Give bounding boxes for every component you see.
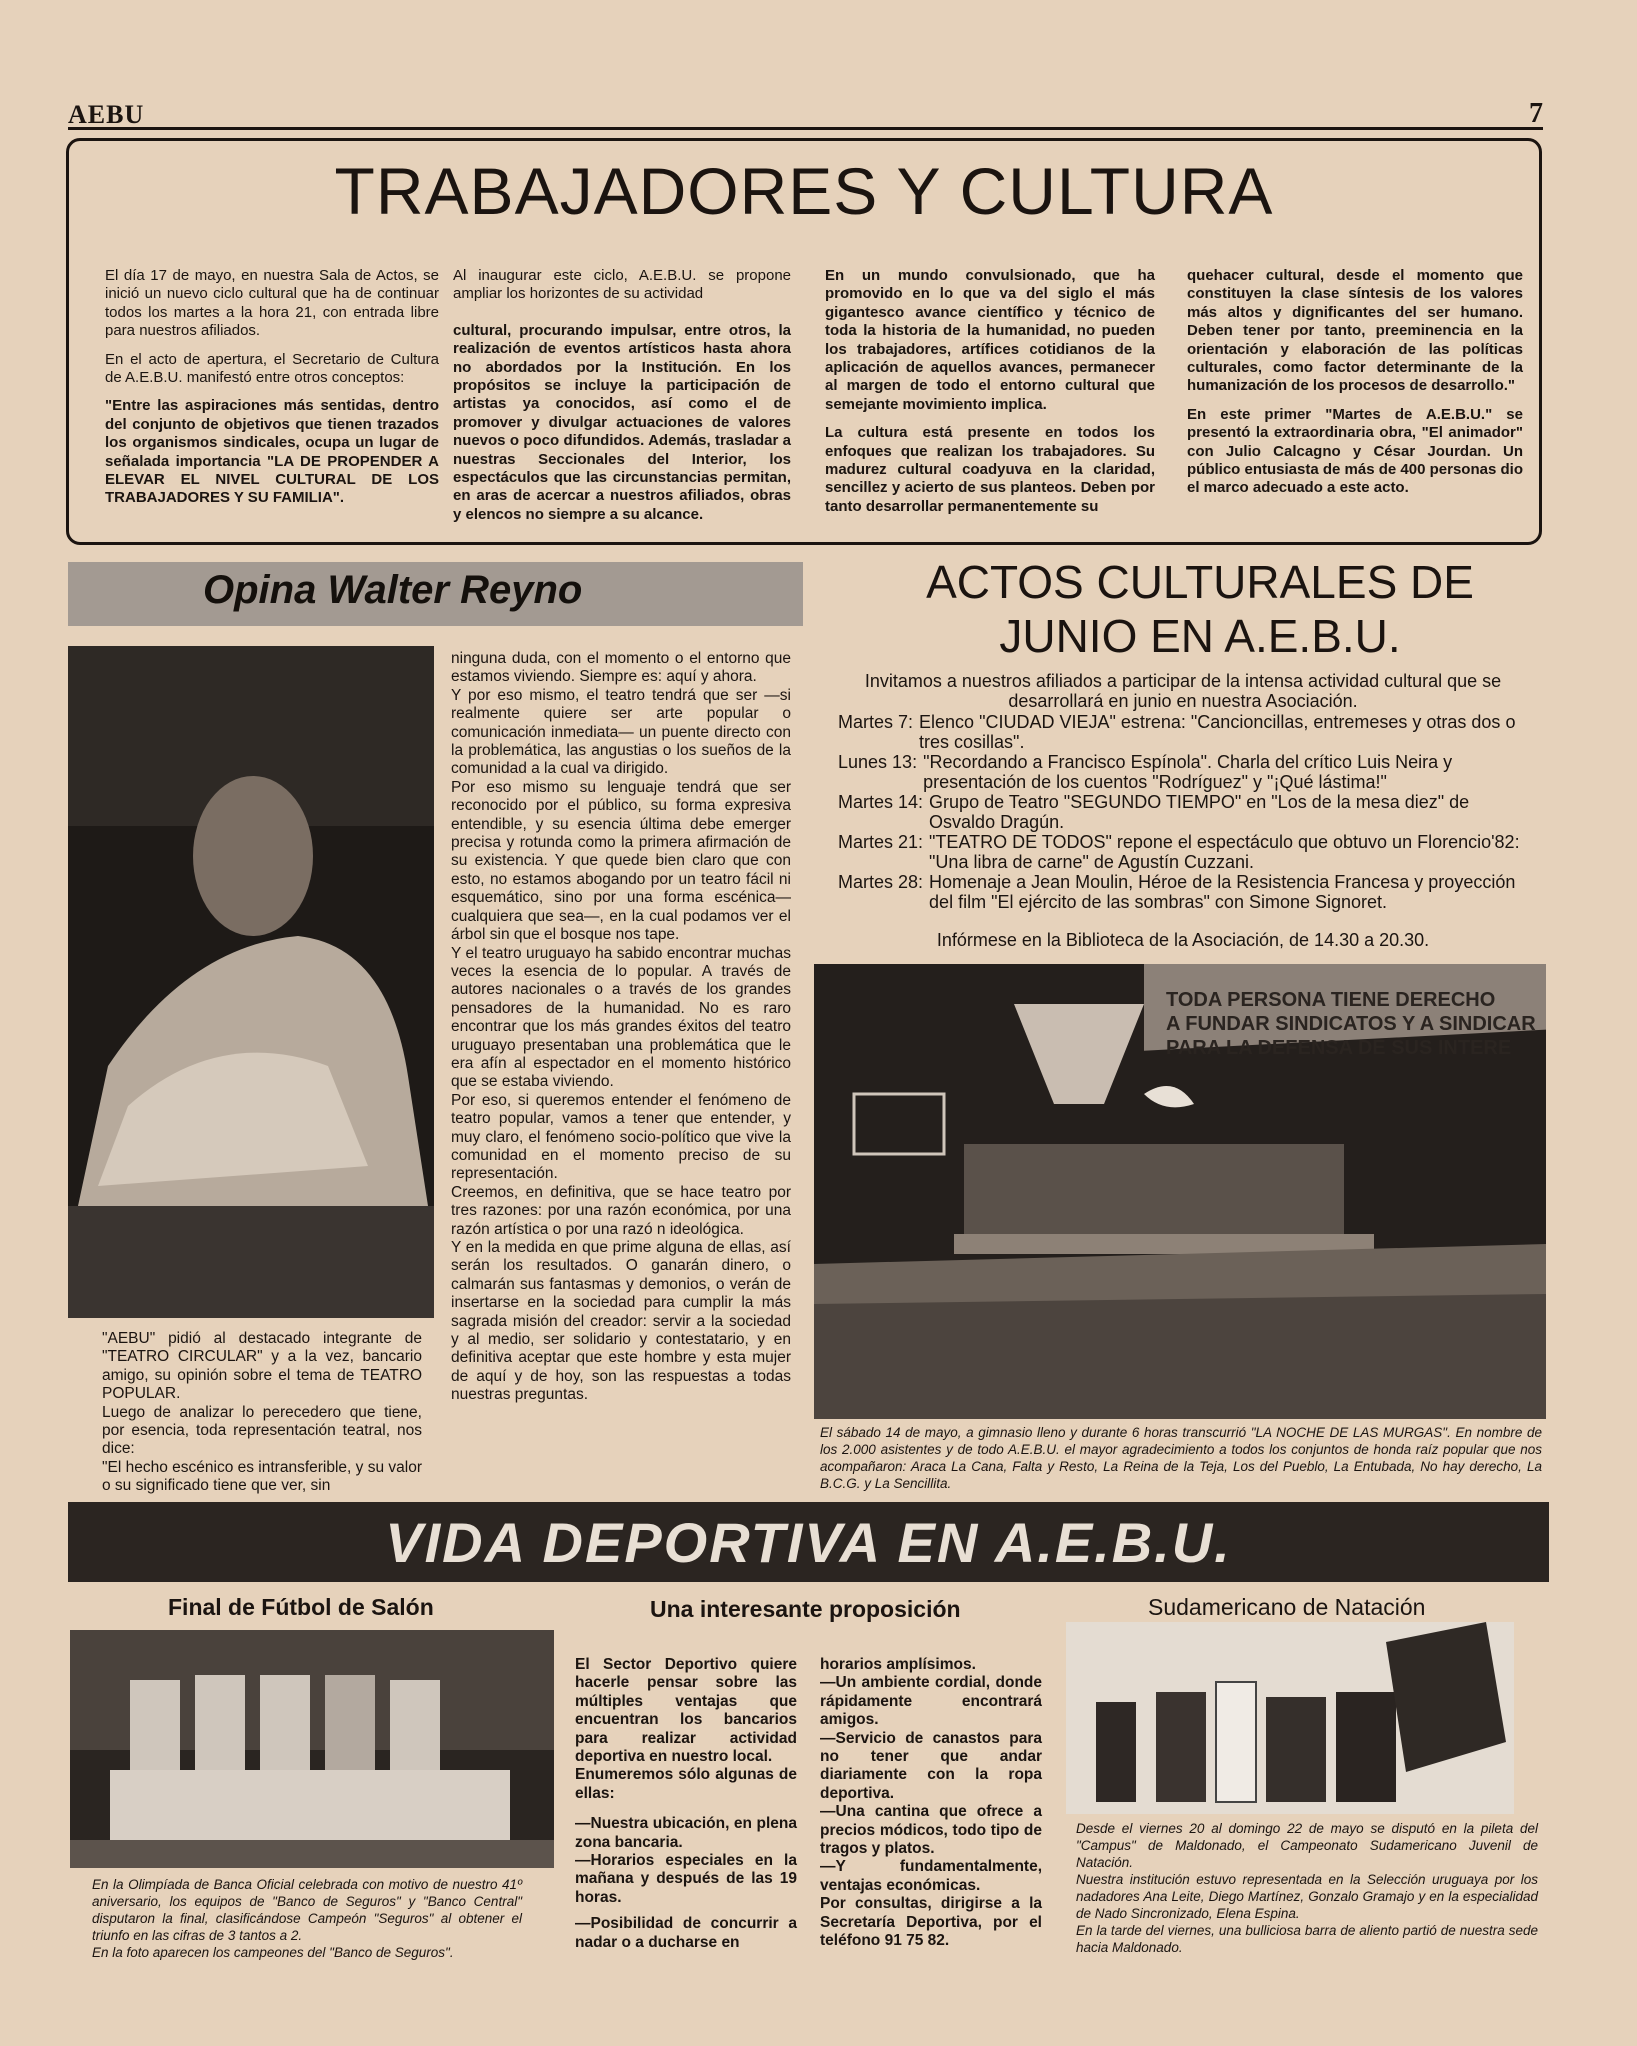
paragraph: "El hecho escénico es intransferible, y su valor o su significado tiene que ver, sin	[102, 1458, 422, 1495]
actos-intro: Invitamos a nuestros afiliados a participar de la intensa actividad cultural que se desarrollará en junio en nuestra Asociación.	[864, 671, 1502, 711]
paragraph: Creemos, en definitiva, que se hace teatro por tres razones: por una razón económica, por una razón artística o por una razó n ideológica.	[451, 1183, 791, 1238]
paragraph: Y en la medida en que prime alguna de ellas, así serán los resultados. O ganarán dinero, o calmarán sus fantasmas y demonios, o verán de insertarse en la sociedad para cumplir la más sagrada misión del creador: servir a la sociedad y al medio, ser solidario y contestatario, y en definitiva aceptar que este hombre y esta mujer de aquí y de hoy, son las respuestas a todas nuestras preguntas.	[451, 1239, 791, 1404]
schedule-item	[838, 872, 1528, 912]
paragraph: —Y fundamentalmente, ventajas económicas.	[820, 1858, 1042, 1894]
schedule-day: Martes 14:	[838, 792, 924, 812]
paragraph: —Nuestra ubicación, en plena zona bancaria.	[575, 1815, 797, 1851]
paragraph: Al inaugurar este ciclo, A.E.B.U. se propone ampliar los horizontes de su actividad	[453, 267, 791, 303]
natacion-caption	[1076, 1820, 1538, 1956]
schedule-text: "TEATRO DE TODOS" repone el espectáculo que obtuvo un Florencio'82: "Una libra de carne" de Agustín Cuzzani.	[929, 832, 1520, 872]
banner-line: TODA PERSONA TIENE DERECHO	[1166, 989, 1496, 1011]
paragraph: —Una cantina que ofrece a precios módicos, todo tipo de tragos y platos.	[820, 1803, 1042, 1858]
murgas-photo	[814, 964, 1546, 1419]
paragraph: Desde el viernes 20 al domingo 22 de mayo se disputó en la pileta del "Campus" de Maldonado, el Campeonato Sudamericano Juvenil de Natación.	[1076, 1821, 1538, 1870]
futbol-team-photo	[70, 1630, 554, 1868]
schedule-text: Homenaje a Jean Moulin, Héroe de la Resistencia Francesa y proyección del film "El ejército de las sombras" con Simone Signoret.	[929, 872, 1516, 912]
paragraph: El día 17 de mayo, en nuestra Sala de Actos, se inició un nuevo ciclo cultural que ha de continuar todos los martes a la hora 21, con entrada libre para nuestros afiliados.	[105, 267, 439, 340]
paragraph: —Horarios especiales en la mañana y después de las 19 horas.	[575, 1852, 797, 1906]
banner-line: A FUNDAR SINDICATOS Y A SINDICAR	[1166, 1013, 1536, 1035]
schedule-text: Grupo de Teatro "SEGUNDO TIEMPO" en "Los de la mesa diez" de Osvaldo Dragún.	[929, 792, 1470, 832]
schedule-day: Martes 28:	[838, 872, 924, 892]
opina-title: Opina Walter Reyno	[203, 568, 583, 612]
schedule-item	[838, 792, 1528, 832]
propuesta-col-1	[575, 1656, 797, 1952]
actos-title-line: ACTOS CULTURALES DE	[926, 556, 1474, 608]
paragraph: Por consultas, dirigirse a la Secretaría Deportiva, por el teléfono 91 75 82.	[820, 1895, 1042, 1950]
natacion-title: Sudamericano de Natación	[1148, 1594, 1426, 1620]
paragraph: —Servicio de canastos para no tener que andar diariamente con la ropa deportiva.	[820, 1729, 1042, 1802]
paragraph: La cultura está presente en todos los enfoques que realizan los trabajadores. Su madurez cultural coadyuva en la claridad, sencillez y acierto de sus planteos. Deben por tanto desarrollar permanentemente su	[825, 424, 1155, 515]
propuesta-title: Una interesante proposición	[650, 1596, 961, 1622]
futbol-title: Final de Fútbol de Salón	[168, 1594, 434, 1620]
banner-line: PARA LA DEFENSA DE SUS INTERE	[1166, 1037, 1512, 1059]
page-header	[68, 100, 1543, 130]
paragraph: horarios amplísimos.	[820, 1656, 976, 1673]
cultura-col-2	[453, 267, 791, 524]
schedule-item	[838, 752, 1528, 792]
paragraph: quehacer cultural, desde el momento que constituyen la clase síntesis de los valores más altos y dignificantes del ser humano. Deben tener por tanto, preeminencia en la orientación y elaboración de las políticas culturales, como factor determinante de la humanización de los procesos de desarrollo."	[1187, 267, 1523, 395]
schedule-day: Lunes 13:	[838, 752, 918, 772]
propuesta-col-2	[820, 1656, 1042, 1951]
schedule-item	[838, 712, 1528, 752]
opina-banner	[68, 562, 803, 626]
reyno-photo	[68, 646, 434, 1318]
cultura-col-1	[105, 267, 439, 508]
cultura-box	[66, 138, 1542, 545]
opina-intro	[102, 1330, 422, 1496]
paragraph: En la foto aparecen los campeones del "Banco de Seguros".	[92, 1945, 454, 1960]
vida-title: VIDA DEPORTIVA EN A.E.B.U.	[385, 1511, 1232, 1574]
paragraph: Y el teatro uruguayo ha sabido encontrar muchas veces la esencia de lo popular. A través de autores nacionales o a través de los grandes pensadores de la humanidad. No es raro encontrar que los más grandes éxitos del teatro uruguayo presentaban una problemática que le era afín al espectador en el momento histórico que se estaba viviendo.	[451, 944, 791, 1091]
actos-title-line: JUNIO EN A.E.B.U.	[999, 610, 1401, 662]
paragraph: Enumeremos sólo algunas de ellas:	[575, 1766, 797, 1802]
paragraph: cultural, procurando impulsar, entre otros, la realización de eventos artísticos hasta ahora no abordados por la Institución. En los propósitos se incluye la participación de artistas ya conocidos, así como el de promover y divulgar actuaciones de valores nuevos o poco difundidos. Además, trasladar a nuestras Seccionales del Interior, los espectáculos que las circunstancias permitan, en aras de acercar a nuestros afiliados, obras y elencos no siempre a su alcance.	[453, 321, 791, 523]
paragraph: En la tarde del viernes, una bulliciosa barra de aliento partió de nuestra sede hacia Maldonado.	[1076, 1923, 1538, 1955]
schedule-day: Martes 7:	[838, 712, 914, 732]
schedule-text: "Recordando a Francisco Espínola". Charla del crítico Luis Neira y presentación de los cuentos "Rodríguez" y "¡Qué lástima!"	[923, 752, 1453, 792]
paragraph: —Posibilidad de concurrir a nadar o a ducharse en	[575, 1915, 797, 1951]
paragraph: Nuestra institución estuvo representada en la Selección uruguaya por los nadadores Ana Leite, Diego Martínez, Gonzalo Gramajo y en la especialidad de Nado Sincronizado, Elena Espina.	[1076, 1872, 1538, 1921]
natacion-photo	[1066, 1622, 1514, 1814]
paragraph: En este primer "Martes de A.E.B.U." se presentó la extraordinaria obra, "El animador" con Julio Calcagno y César Jourdan. Un público entusiasta de más de 400 personas dio el marco adecuado a este acto.	[1187, 405, 1523, 497]
actos-title	[820, 555, 1580, 663]
masthead: AEBU	[68, 100, 145, 129]
informese-line: Infórmese en la Biblioteca de la Asociación, de 14.30 a 20.30.	[936, 930, 1430, 950]
paragraph: "AEBU" pidió al destacado integrante de "TEATRO CIRCULAR" y a la vez, bancario amigo, su opinión sobre el tema de TEATRO POPULAR.	[102, 1330, 422, 1403]
paragraph: En un mundo convulsionado, que ha promovido en lo que va del siglo el más gigantesco avance científico y técnico de toda la historia de la humanidad, no pueden los trabajadores, artífices cotidianos de la aplicación de aquellos avances, permanecer al margen de todo el entorno cultural que semejante movimiento implica.	[825, 267, 1155, 413]
cultura-title: TRABAJADORES Y CULTURA	[334, 154, 1274, 228]
cultura-col-3	[825, 267, 1155, 516]
paragraph: Por eso mismo su lenguaje tendrá que ser reconocido por el público, su forma expresiva entendible, y su esencia última debe emerger precisa y rotunda como la primera afirmación de su existencia. Y que quede bien claro que con esto, no estamos abogando por un teatro fácil ni esquemático, sino por una forma escénica— cualquiera que sea—, en la cual podamos ver el árbol sin que el bosque nos tape.	[451, 778, 791, 944]
schedule-item	[838, 832, 1528, 872]
schedule-text: Elenco "CIUDAD VIEJA" estrena: "Cancioncillas, entremeses y otras dos o tres cosillas".	[919, 712, 1516, 752]
paragraph: —Un ambiente cordial, donde rápidamente encontrará amigos.	[820, 1674, 1042, 1729]
murgas-caption: El sábado 14 de mayo, a gimnasio lleno y durante 6 horas transcurrió "LA NOCHE DE LAS MURGAS". En nombre de los 2.000 asistentes y de todo A.E.B.U. el mayor agradecimiento a todos los conjuntos de honda raíz popular que nos acompañaron: Araca La Cana, Falta y Resto, La Reina de la Teja, Los del Pueblo, La Entubada, No hay derecho, La B.C.G. y La Sencillita.	[820, 1425, 1542, 1491]
paragraph: En el acto de apertura, el Secretario de Cultura de A.E.B.U. manifestó entre otros conceptos:	[105, 350, 439, 387]
opina-body	[451, 650, 791, 1405]
paragraph: Y por eso mismo, el teatro tendrá que ser —si realmente quiere ser arte popular o comunicación inmediata— un puente directo con la problemática, las angustias o los sueños de la comunidad a la cual va dirigido.	[451, 686, 791, 778]
paragraph: "Entre las aspiraciones más sentidas, dentro del conjunto de objetivos que tienen trazados los organismos sindicales, ocupa un lugar de señalada importancia "LA DE PROPENDER A ELEVAR EL NIVEL CULTURAL DE LOS TRABAJADORES Y SU FAMILIA".	[105, 397, 439, 507]
vida-banner	[68, 1502, 1549, 1582]
paragraph: En la Olimpíada de Banca Oficial celebrada con motivo de nuestro 41º aniversario, los equipos de "Banco de Seguros" y "Banco Central" disputaron la final, clasificándose Campeón "Seguros" al obtener el triunfo en las cifras de 3 tantos a 2.	[92, 1877, 522, 1943]
paragraph: Por eso, si queremos entender el fenómeno de teatro popular, vamos a tener que entender, y muy claro, el fenómeno socio-político que vive la comunidad en el momento preciso de su representación.	[451, 1091, 791, 1183]
paragraph: Luego de analizar lo perecedero que tiene, por esencia, toda representación teatral, nos dice:	[102, 1403, 422, 1458]
paragraph: ninguna duda, con el momento o el entorno que estamos viviendo. Siempre es: aquí y ahora.	[451, 650, 791, 686]
futbol-caption	[92, 1876, 522, 1961]
cultura-col-4	[1187, 267, 1523, 498]
schedule-day: Martes 21:	[838, 832, 924, 852]
paragraph: El Sector Deportivo quiere hacerle pensar sobre las múltiples ventajas que encuentran los bancarios para realizar actividad deportiva en nuestro local.	[575, 1656, 797, 1766]
page-number: 7	[1529, 98, 1543, 129]
